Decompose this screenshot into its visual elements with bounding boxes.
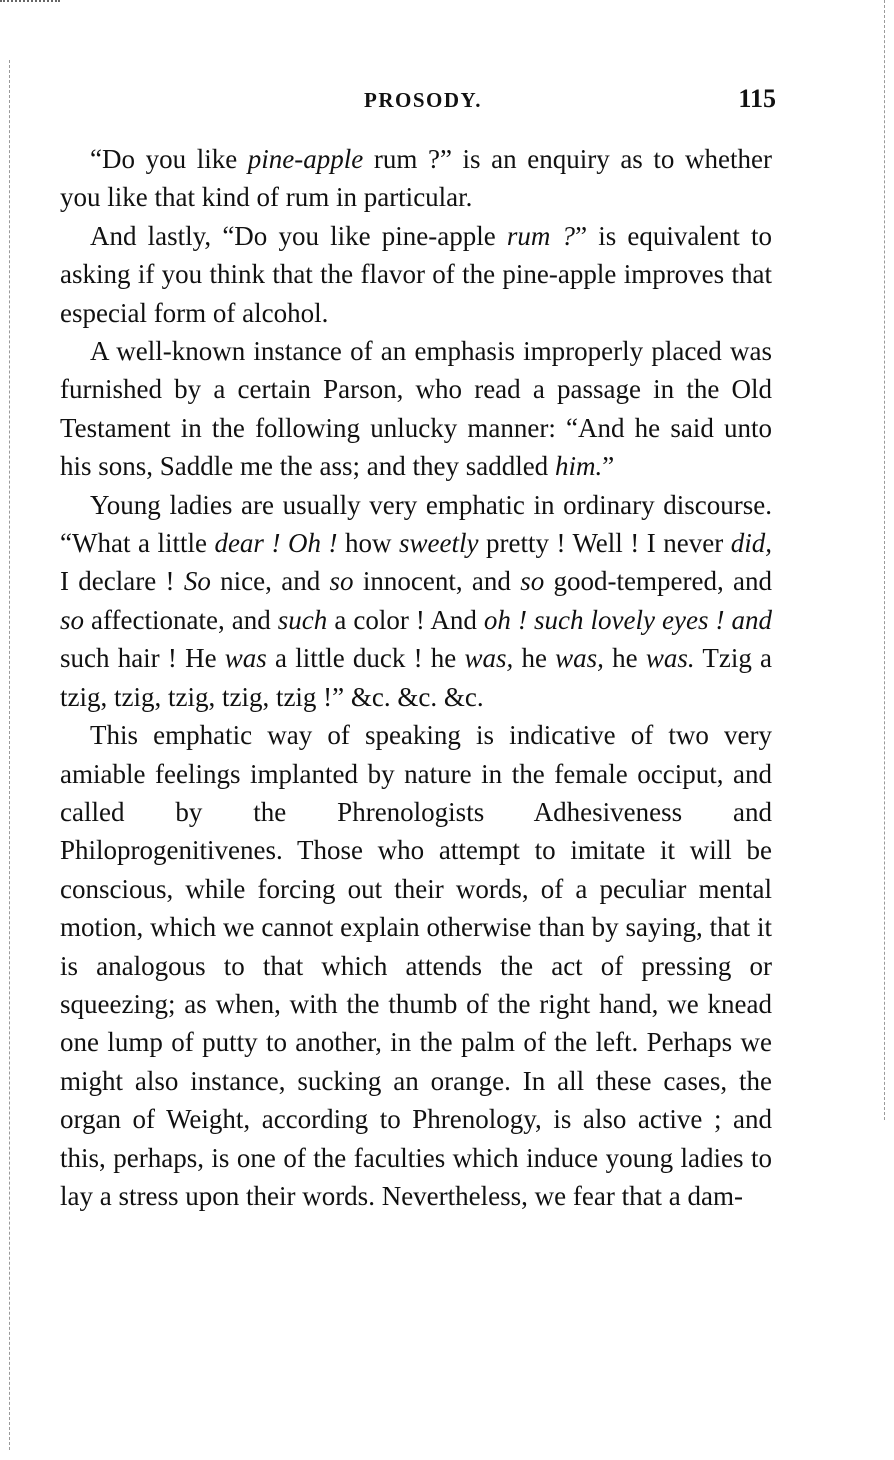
text-run: good-tempered, and xyxy=(544,566,773,597)
scan-margin-line-left xyxy=(9,60,10,1450)
text-run: “Do you like xyxy=(90,144,248,174)
emphasized-text: was xyxy=(224,643,267,674)
text-run: ” xyxy=(602,451,615,482)
emphasized-text: did, xyxy=(730,528,773,559)
paragraph xyxy=(60,486,772,716)
emphasized-text: dear ! xyxy=(214,528,281,559)
scan-corner-mark xyxy=(0,0,60,8)
text-run: how xyxy=(337,528,399,559)
text-run: ” is equivalent to asking if you think that the flavor of the pine-apple improves that especial form of alcohol. xyxy=(60,220,773,328)
text-run: I declare ! xyxy=(60,566,184,597)
text-run: A well-known instance of an emphasis improperly placed was furnished by a certain Parson, who read a passage in the Old Testament in the following unlucky manner: “And he said unto his sons, Saddle me the ass; and they saddled xyxy=(60,336,772,482)
text-run xyxy=(280,528,288,558)
paragraph xyxy=(60,332,772,486)
scan-margin-line-right xyxy=(884,0,885,1120)
emphasized-text: so xyxy=(520,566,545,597)
emphasized-text: was, xyxy=(464,643,514,674)
text-run: innocent, and xyxy=(353,566,521,597)
text-run: affectionate, and xyxy=(84,604,278,635)
emphasized-text: pine-apple xyxy=(247,144,364,174)
emphasized-text: sweetly xyxy=(398,528,479,559)
emphasized-text: so xyxy=(60,604,85,635)
text-run: he xyxy=(603,643,646,674)
emphasized-text: So xyxy=(183,566,211,597)
paragraph xyxy=(60,217,772,332)
text-run: This emphatic way of speaking is indicative of two very amiable feelings implanted by nature in the female occiput, and called by the Phrenologists Adhesiveness and Philoprogenitivenes. Those who attempt to imitate it will be conscious, while forcing out their words, of a peculiar mental motion, which we cannot explain otherwise than by saying, that it is analogous to that which attends the act of pressing or squeezing; as when, with the thumb of the right hand, we knead one lump of putty to another, in the palm of the left. Perhaps we might also instance, sucking an orange. In all these cases, the organ of Weight, according to Phrenology, is also active ; and this, perhaps, is one of the faculties which induce young ladies to lay a stress upon their words. Nevertheless, we fear that a dam- xyxy=(60,720,772,1211)
text-run: a color ! And xyxy=(327,604,484,635)
page-number: 115 xyxy=(738,84,776,113)
text-run: he xyxy=(513,643,556,674)
text-run: pretty ! Well ! I never xyxy=(478,528,731,559)
emphasized-text: was. xyxy=(645,643,695,674)
emphasized-text: such xyxy=(277,604,328,635)
running-head: PROSODY. xyxy=(364,88,482,112)
text-run: And lastly, “Do you like pine-apple xyxy=(90,220,507,251)
paragraph xyxy=(60,140,772,217)
page-header xyxy=(60,84,776,120)
body-text xyxy=(60,140,772,1215)
emphasized-text: was, xyxy=(555,643,604,674)
text-run: Young ladies are usually very emphatic in ordinary discourse. “What a little xyxy=(60,489,772,559)
text-run: a little duck ! he xyxy=(266,643,465,674)
text-run: such hair ! He xyxy=(60,643,225,674)
text-run: Tzig a tzig, tzig, tzig, tzig, tzig !” &c. &c. &c. xyxy=(60,643,773,712)
emphasized-text: him. xyxy=(554,451,603,482)
emphasized-text: oh ! such lovely eyes ! and xyxy=(483,604,773,635)
emphasized-text: so xyxy=(329,566,354,597)
paragraph xyxy=(60,716,772,1215)
text-run: nice, and xyxy=(210,566,330,597)
text-run: rum ?” is an enquiry as to whether you like that kind of rum in particular. xyxy=(60,144,772,213)
emphasized-text: Oh ! xyxy=(287,528,338,559)
emphasized-text: rum ? xyxy=(506,220,576,251)
